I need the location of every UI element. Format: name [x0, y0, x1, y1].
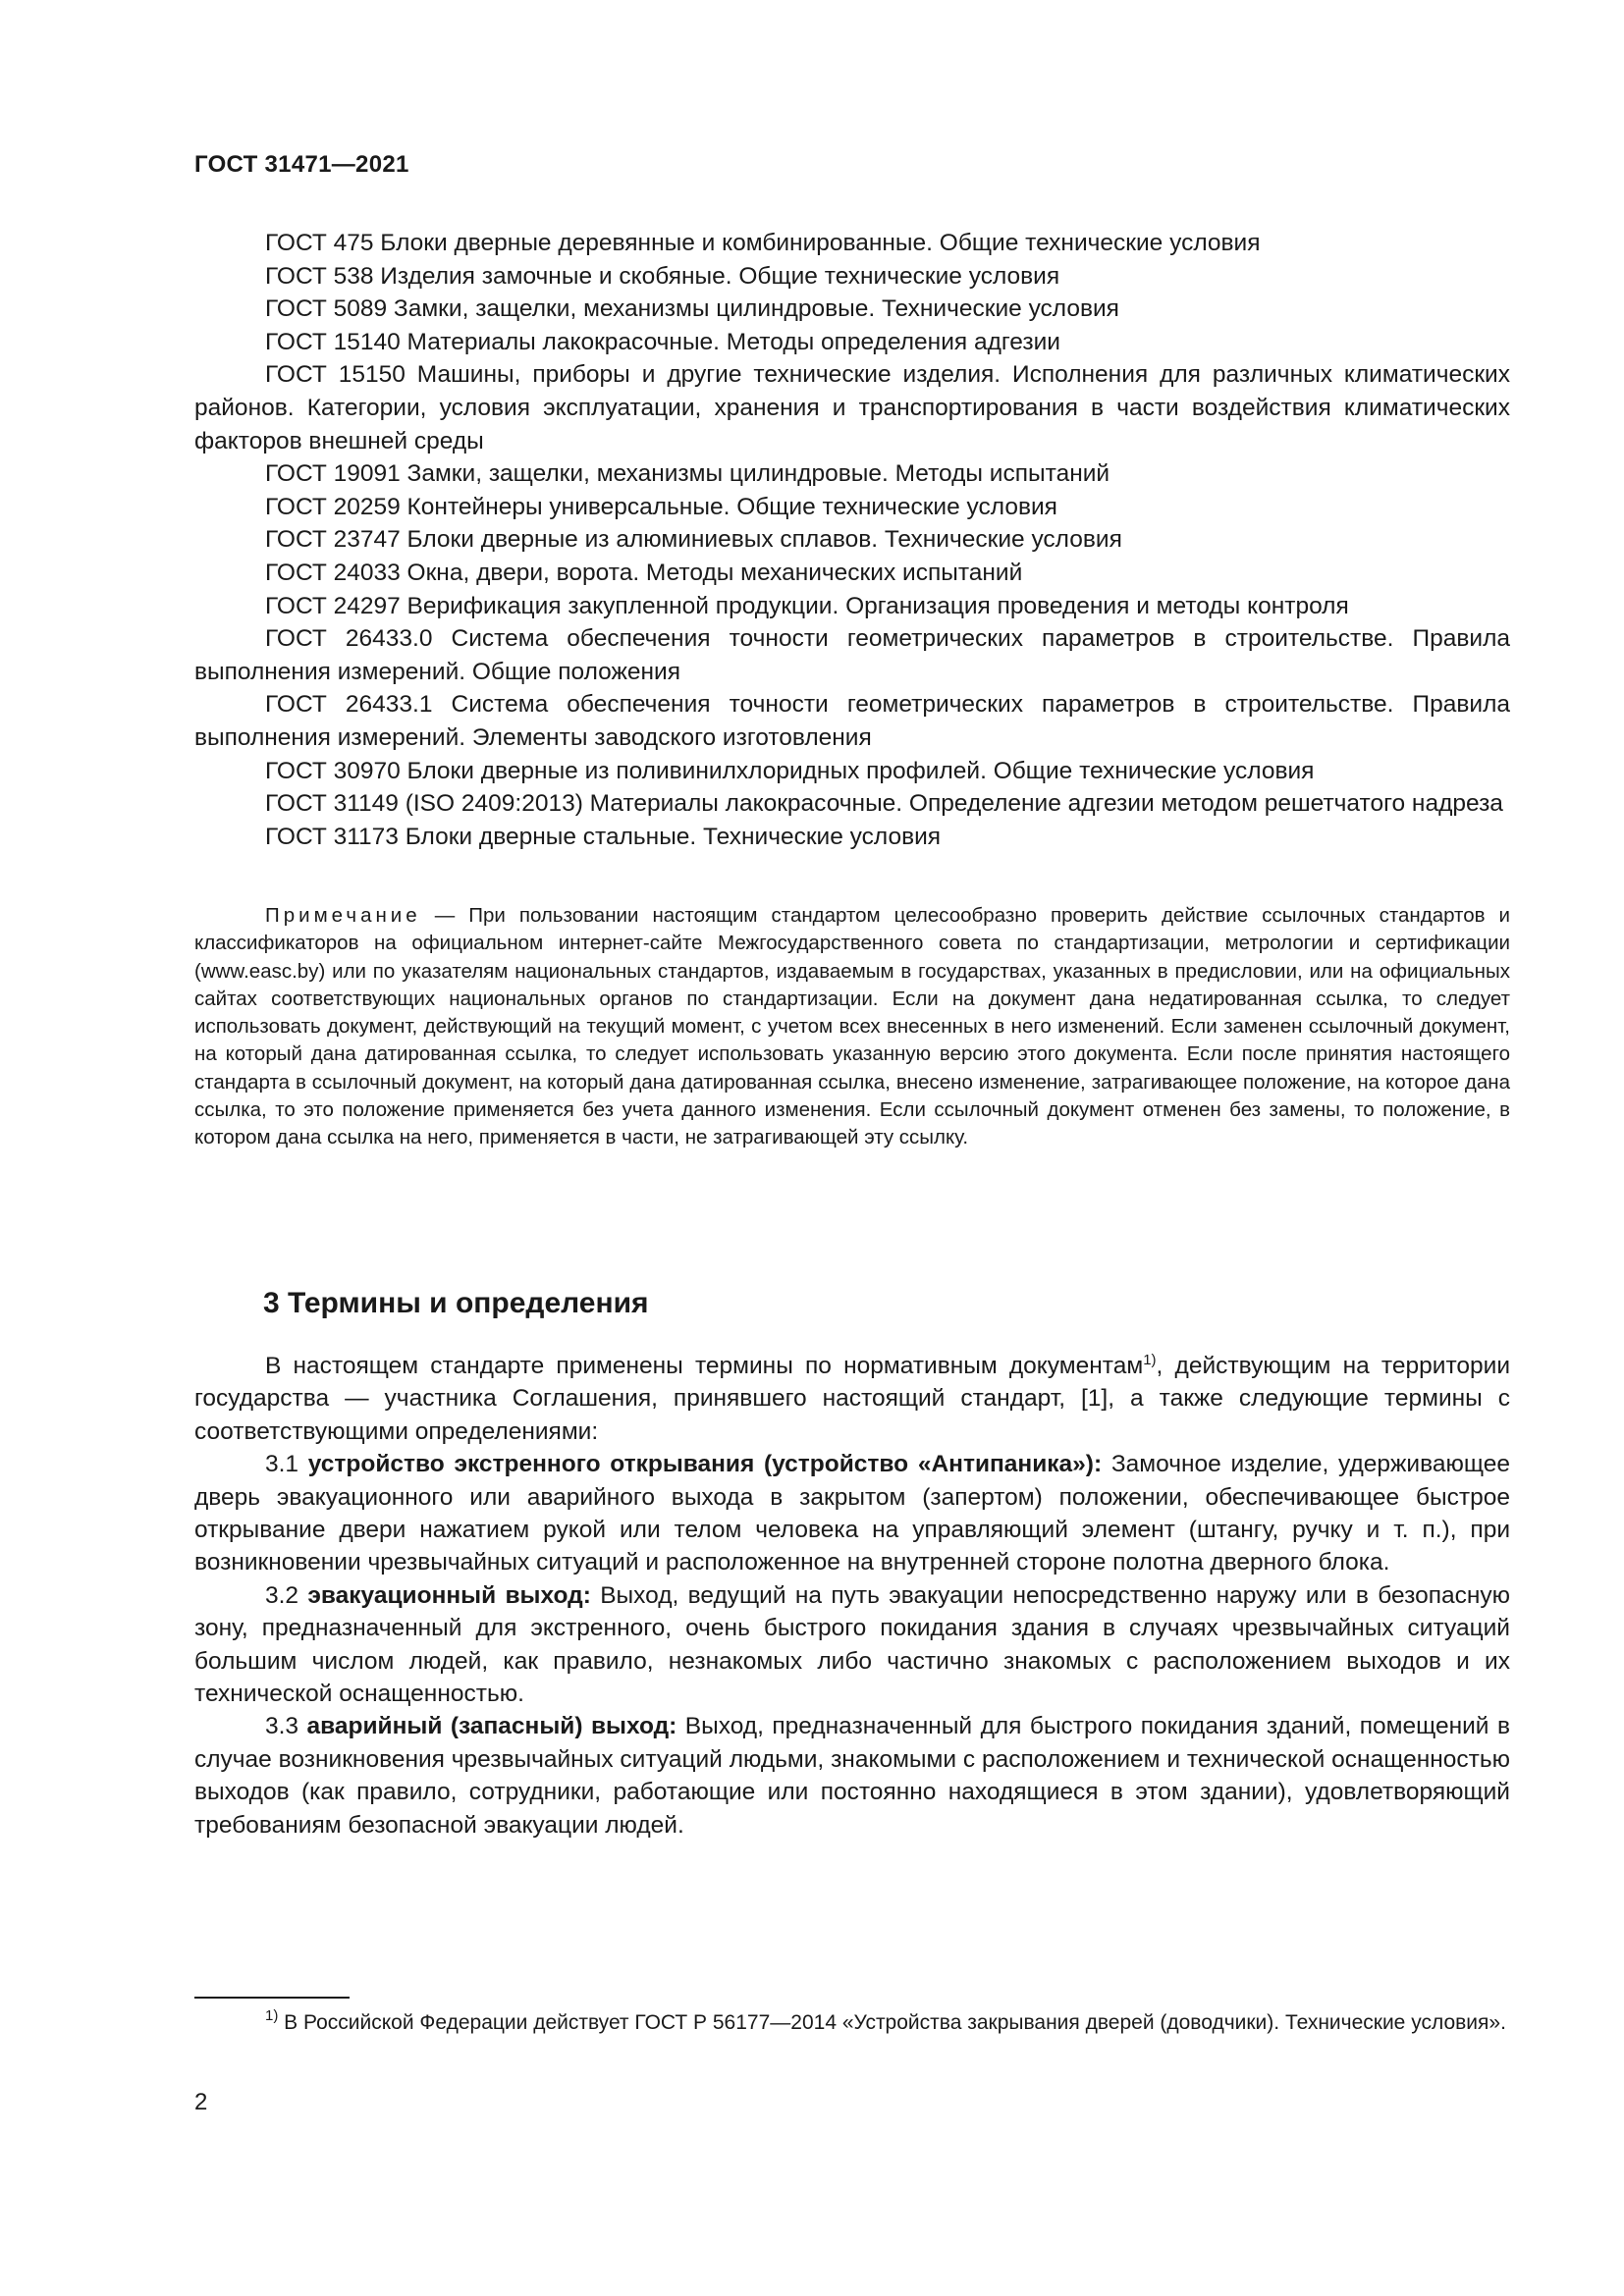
footnote: [194, 2008, 1510, 2037]
reference-item: ГОСТ 475 Блоки дверные деревянные и комбинированные. Общие технические условия: [265, 230, 1261, 256]
reference-item: ГОСТ 23747 Блоки дверные из алюминиевых сплавов. Технические условия: [265, 526, 1122, 554]
page-number: 2: [194, 2089, 208, 2115]
term-name: устройство экстренного открывания (устройство «Антипаника»):: [307, 1451, 1103, 1478]
reference-item: ГОСТ 30970 Блоки дверные из поливинилхлоридных профилей. Общие технические условия: [265, 757, 1315, 784]
footnote-separator: [194, 1997, 350, 1999]
reference-item: ГОСТ 24297 Верификация закупленной продукции. Организация проведения и методы контроля: [265, 592, 1349, 619]
footnote-text: В Российской Федерации действует ГОСТ Р 56177—2014 «Устройства закрывания дверей (доводчики). Технические условия».: [278, 2011, 1506, 2034]
reference-item: ГОСТ 26433.0 Система обеспечения точности геометрических параметров в строительстве. Правила выполнения измерений. Общие положения: [194, 625, 1510, 685]
references-note: [194, 902, 1510, 1152]
term-name: аварийный (запасный) выход:: [306, 1713, 677, 1740]
page-header-doc-code: ГОСТ 31471—2021: [194, 151, 409, 178]
reference-item: ГОСТ 15140 Материалы лакокрасочные. Методы определения адгезии: [265, 328, 1060, 355]
section-intro: [194, 1350, 1510, 1448]
term-definition: [194, 1579, 1510, 1711]
reference-item: ГОСТ 19091 Замки, защелки, механизмы цилиндровые. Методы испытаний: [265, 460, 1110, 488]
section-title: 3 Термины и определения: [263, 1287, 649, 1319]
term-number: 3.3: [265, 1713, 307, 1740]
normative-references-list: [194, 227, 1510, 853]
reference-item: ГОСТ 31149 (ISO 2409:2013) Материалы лакокрасочные. Определение адгезии методом решетчатого надреза: [265, 790, 1503, 818]
term-definition: [194, 1448, 1510, 1579]
term-number: 3.2: [265, 1581, 308, 1609]
section-body: [194, 1350, 1510, 1842]
reference-item: ГОСТ 5089 Замки, защелки, механизмы цилиндровые. Технические условия: [265, 295, 1119, 323]
reference-item: ГОСТ 538 Изделия замочные и скобяные. Общие технические условия: [265, 262, 1060, 290]
reference-item: ГОСТ 15150 Машины, приборы и другие технические изделия. Исполнения для различных климатических районов. Категории, условия эксплуатации, хранения и транспортирования в части воздействия климатических факторов внешней среды: [194, 361, 1510, 454]
reference-item: ГОСТ 31173 Блоки дверные стальные. Технические условия: [265, 823, 942, 850]
footnote-reference: 1): [1143, 1352, 1157, 1368]
reference-item: ГОСТ 20259 Контейнеры универсальные. Общие технические условия: [265, 493, 1057, 520]
footnote-marker: 1): [265, 2007, 279, 2024]
term-definition-text: Замочное изделие, удерживающее дверь эвакуационного или аварийного выхода в закрытом (запертом) положении, обеспечивающее быстрое открывание двери нажатием рукой или телом человека на управляющий элемент (штангу, ручку и т. п.), при возникновении чрезвычайных ситуаций и расположенное на внутренней стороне полотна дверного блока.: [194, 1451, 1510, 1576]
reference-item: ГОСТ 26433.1 Система обеспечения точности геометрических параметров в строительстве. Правила выполнения измерений. Элементы заводского изготовления: [194, 691, 1510, 751]
term-definition-text: Выход, предназначенный для быстрого покидания зданий, помещений в случае возникновения чрезвычайных ситуаций людьми, знакомыми с расположением и технической оснащенностью выходов (как правило, сотрудники, работающие или постоянно находящиеся в этом здании), удовлетворяющий требованиям безопасной эвакуации людей.: [194, 1713, 1510, 1839]
note-text: — При пользовании настоящим стандартом целесообразно проверить действие ссылочных стандартов и классификаторов на официальном интернет-сайте Межгосударственного совета по стандартизации, метрологии и сертификации (www.easc.by) или по указателям национальных стандартов, издаваемым в государствах, указанных в предисловии, или на официальных сайтах соответствующих национальных органов по стандартизации. Если на документ дана недатированная ссылка, то следует использовать документ, действующий на текущий момент, с учетом всех внесенных в него изменений. Если заменен ссылочный документ, на который дана датированная ссылка, то следует использовать указанную версию этого документа. Если после принятия настоящего стандарта в ссылочный документ, на который дана датированная ссылка, внесено изменение, затрагивающее положение, на которое дана ссылка, то это положение применяется без учета данного изменения. Если ссылочный документ отменен без замены, то положение, в котором дана ссылка на него, применяется в части, не затрагивающей эту ссылку.: [194, 904, 1510, 1149]
intro-text-end: , действующим на территории государства — участника Соглашения, принявшего настоящий стандарт, [1], а также следующие термины с соответствующими определениями:: [194, 1353, 1511, 1445]
intro-text-start: В настоящем стандарте применены термины по нормативным документам: [265, 1353, 1144, 1379]
term-definition-text: Выход, ведущий на путь эвакуации непосредственно наружу или в безопасную зону, предназначенный для экстренного, очень быстрого покидания здания в случаях чрезвычайных ситуаций большим числом людей, как правило, незнакомых либо частично знакомых с расположением выходов и их технической оснащенностью.: [194, 1581, 1510, 1708]
term-number: 3.1: [265, 1451, 308, 1478]
term-name: эвакуационный выход:: [307, 1581, 591, 1609]
reference-item: ГОСТ 24033 Окна, двери, ворота. Методы механических испытаний: [265, 559, 1023, 586]
note-label: Примечание: [265, 904, 421, 927]
term-definition: [194, 1710, 1510, 1842]
